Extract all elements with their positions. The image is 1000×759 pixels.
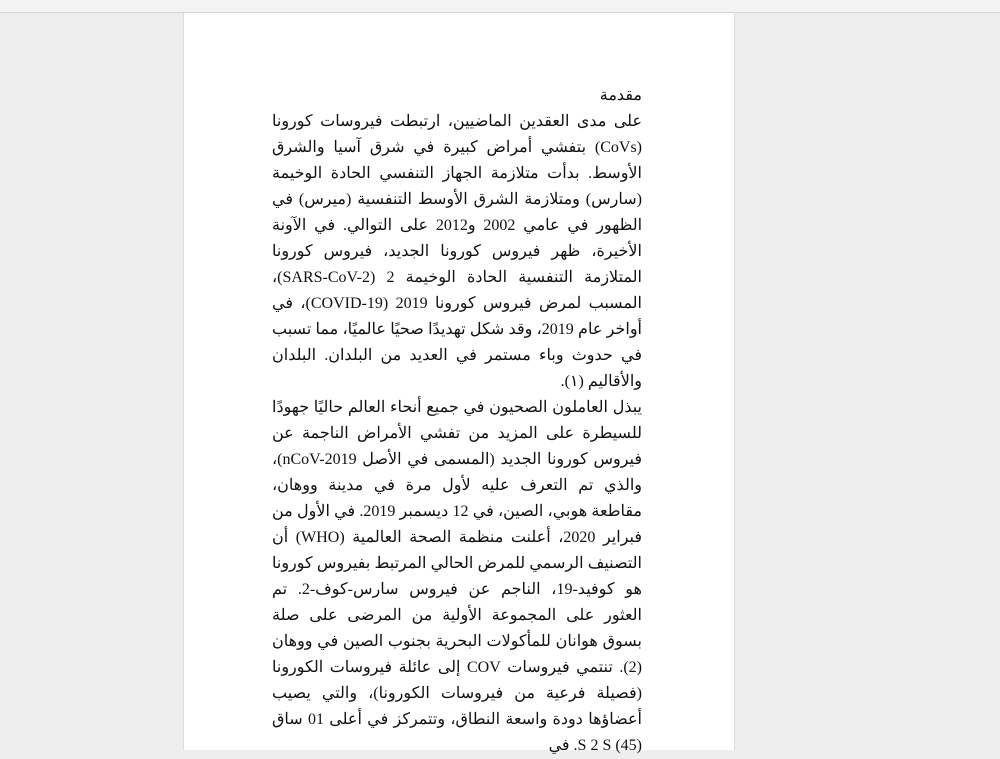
paragraph-2: يبذل العاملون الصحيون في جميع أنحاء العالم حاليًا جهودًا للسيطرة على المزيد من تفشي الأمراض الناجمة عن فيروس كورونا الجديد (المسمى في الأصل nCoV-2019)، والذي تم التعرف عليه لأول مرة في مدينة ووهان، مقاطعة هوبي، الصين، في 12 ديسمبر 2019. في الأول من فبراير 2020، أعلنت منظمة الصحة العالمية (WHO) أن التصنيف الرسمي للمرض الحالي المرتبط بفيروس كورونا هو كوفيد-19، الناجم عن فيروس سارس-كوف-2. تم العثور على المجموعة الأولية من المرضى على صلة بسوق هوانان للمأكولات البحرية بجنوب الصين في ووهان (2). تنتمي فيروسات COV إلى عائلة فيروسات الكورونا (فصيلة فرعية من فيروسات الكورونا)، والتي يصيب أعضاؤها دودة واسعة النطاق، وتتمركز في أعلى 01 ساق S 2 S (45). في	[272, 399, 643, 754]
document-body	[272, 83, 642, 759]
top-ruler-bar	[0, 0, 1000, 13]
paragraph-1: على مدى العقدين الماضيين، ارتبطت فيروسات كورونا (CoVs) بتفشي أمراض كبيرة في شرق آسيا والشرق الأوسط. بدأت متلازمة الجهاز التنفسي الحادة الوخيمة (سارس) ومتلازمة الشرق الأوسط التنفسية (ميرس) في الظهور في عامي 2002 و2012 على التوالي. في الآونة الأخيرة، ظهر فيروس كورونا الجديد، فيروس كورونا المتلازمة التنفسية الحادة الوخيمة 2 (SARS-CoV-2)، المسبب لمرض فيروس كورونا 2019 (COVID-19)، في أواخر عام 2019، وقد شكل تهديدًا صحيًا عالميًا، مما تسبب في حدوث وباء مستمر في العديد من البلدان. البلدان والأقاليم (١).	[272, 113, 643, 390]
section-heading: مقدمة	[599, 87, 642, 104]
document-page	[183, 13, 735, 754]
